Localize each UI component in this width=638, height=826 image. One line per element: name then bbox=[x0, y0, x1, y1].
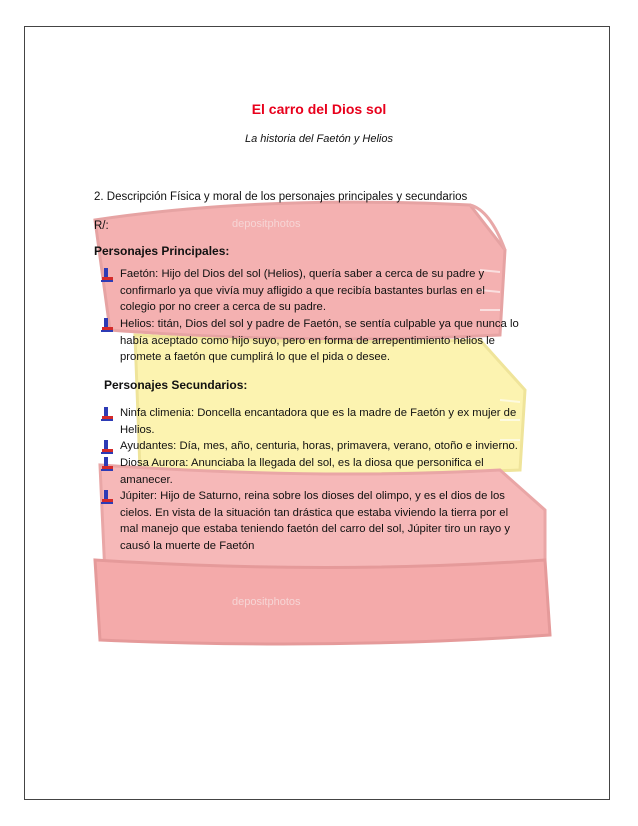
item-line: Júpiter: Hijo de Saturno, reina sobre los dioses del olimpo, y es el dios de los bbox=[120, 490, 505, 502]
secondary-item-ayudantes bbox=[120, 438, 580, 455]
secondary-item-jupiter bbox=[120, 488, 580, 554]
svg-text:depositphotos: depositphotos bbox=[232, 596, 301, 608]
page-title: El carro del Dios sol bbox=[251, 101, 387, 117]
arrow-bullet-icon bbox=[100, 406, 114, 422]
item-line: Ninfa climenia: Doncella encantadora que es la madre de Faetón y ex mujer de bbox=[120, 407, 517, 419]
item-line: amanecer. bbox=[120, 473, 173, 486]
svg-text:depositphotos: depositphotos bbox=[232, 218, 301, 230]
question-text: 2. Descripción Física y moral de los personajes principales y secundarios bbox=[94, 191, 468, 203]
arrow-bullet-icon bbox=[100, 317, 114, 333]
principal-item-faeton bbox=[120, 266, 580, 316]
arrow-bullet-icon bbox=[100, 456, 114, 472]
item-line: promete a faetón que cumplirá lo que el pida o desee. bbox=[120, 351, 391, 364]
arrow-bullet-icon bbox=[100, 489, 114, 505]
item-line: Helios. bbox=[120, 423, 155, 436]
secondary-item-aurora bbox=[120, 455, 580, 488]
item-line: Ayudantes: Día, mes, año, centuria, horas, primavera, verano, otoño e invierno. bbox=[120, 440, 518, 452]
item-line: había aceptado como hijo suyo, pero en forma de arrepentimiento helios le bbox=[120, 334, 495, 347]
item-line: confirmarlo ya que vivía muy afligido a que recibía bastantes burlas en el bbox=[120, 284, 485, 297]
secondary-heading: Personajes Secundarios: bbox=[104, 378, 248, 392]
principal-heading: Personajes Principales: bbox=[94, 244, 230, 258]
answer-prefix: R/: bbox=[94, 220, 109, 232]
item-line: Helios: titán, Dios del sol y padre de Faetón, se sentía culpable ya que nunca lo bbox=[120, 318, 519, 330]
item-line: colegio por no creer a cerca de su padre. bbox=[120, 301, 326, 314]
item-line: causó la muerte de Faetón bbox=[120, 539, 255, 552]
arrow-bullet-icon bbox=[100, 439, 114, 455]
item-line: Faetón: Hijo del Dios del sol (Helios), quería saber a cerca de su padre y bbox=[120, 268, 485, 280]
secondary-item-ninfa bbox=[120, 405, 580, 438]
item-line: cielos. En vista de la situación tan drástica que estaba viviendo la tierra por el bbox=[120, 506, 509, 519]
item-line: mal manejo que estaba teniendo faetón del carro del sol, Júpiter tiro un rayo y bbox=[120, 523, 510, 536]
arrow-bullet-icon bbox=[100, 267, 114, 283]
page-subtitle: La historia del Faetón y Helios bbox=[245, 133, 393, 145]
item-line: Diosa Aurora: Anunciaba la llegada del sol, es la diosa que personifica el bbox=[120, 457, 484, 469]
principal-item-helios bbox=[120, 316, 580, 366]
